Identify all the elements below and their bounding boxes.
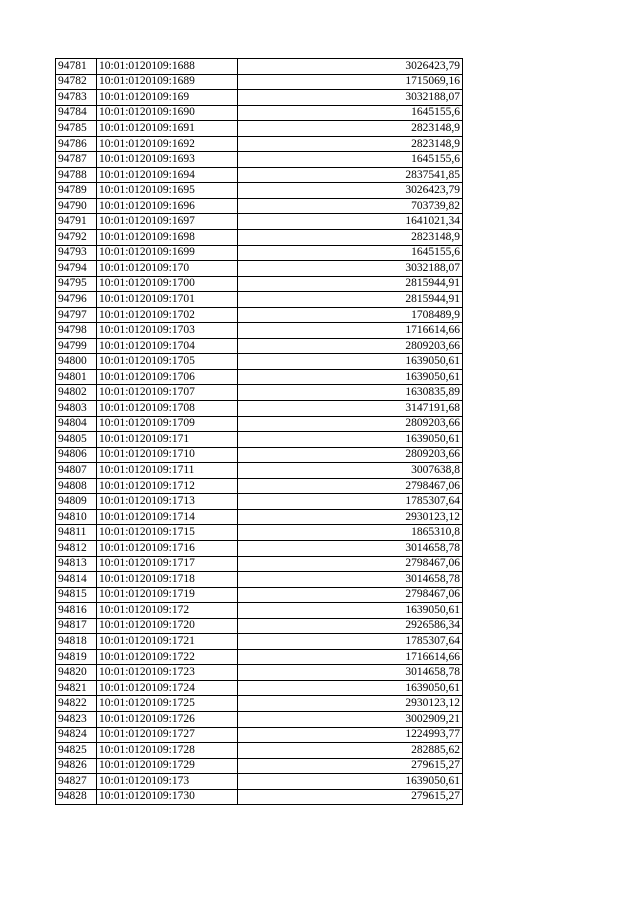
table-row xyxy=(56,572,463,588)
table-row xyxy=(56,758,463,774)
cadastral-code-cell: 10:01:0120109:1720 xyxy=(97,618,238,634)
row-id-cell: 94782 xyxy=(56,74,97,90)
row-id-cell: 94795 xyxy=(56,276,97,292)
row-id-cell: 94823 xyxy=(56,711,97,727)
row-id-cell: 94811 xyxy=(56,525,97,541)
table-body xyxy=(56,59,463,805)
row-id-cell: 94814 xyxy=(56,572,97,588)
table-row xyxy=(56,214,463,230)
row-id-cell: 94818 xyxy=(56,634,97,650)
row-id-cell: 94792 xyxy=(56,230,97,246)
row-id-cell: 94805 xyxy=(56,432,97,448)
value-cell: 2823148,9 xyxy=(238,230,463,246)
value-cell: 2798467,06 xyxy=(238,556,463,572)
table-row xyxy=(56,525,463,541)
value-cell: 1639050,61 xyxy=(238,774,463,790)
cadastral-code-cell: 10:01:0120109:1710 xyxy=(97,447,238,463)
value-cell: 2815944,91 xyxy=(238,292,463,308)
cadastral-code-cell: 10:01:0120109:1691 xyxy=(97,121,238,137)
value-cell: 2823148,9 xyxy=(238,136,463,152)
value-cell: 3014658,78 xyxy=(238,540,463,556)
table-row xyxy=(56,198,463,214)
row-id-cell: 94813 xyxy=(56,556,97,572)
table-row xyxy=(56,649,463,665)
cadastral-code-cell: 10:01:0120109:1728 xyxy=(97,743,238,759)
value-cell: 1715069,16 xyxy=(238,74,463,90)
table-row xyxy=(56,385,463,401)
data-table xyxy=(55,58,463,805)
cadastral-code-cell: 10:01:0120109:1703 xyxy=(97,323,238,339)
table-row xyxy=(56,105,463,121)
row-id-cell: 94787 xyxy=(56,152,97,168)
cadastral-code-cell: 10:01:0120109:1697 xyxy=(97,214,238,230)
cadastral-code-cell: 10:01:0120109:1701 xyxy=(97,292,238,308)
table-row xyxy=(56,261,463,277)
cadastral-code-cell: 10:01:0120109:1715 xyxy=(97,525,238,541)
row-id-cell: 94785 xyxy=(56,121,97,137)
cadastral-code-cell: 10:01:0120109:1699 xyxy=(97,245,238,261)
cadastral-code-cell: 10:01:0120109:1706 xyxy=(97,369,238,385)
cadastral-code-cell: 10:01:0120109:170 xyxy=(97,261,238,277)
value-cell: 703739,82 xyxy=(238,198,463,214)
value-cell: 2809203,66 xyxy=(238,447,463,463)
row-id-cell: 94793 xyxy=(56,245,97,261)
table-row xyxy=(56,369,463,385)
value-cell: 3032188,07 xyxy=(238,90,463,106)
table-row xyxy=(56,183,463,199)
cadastral-code-cell: 10:01:0120109:1713 xyxy=(97,494,238,510)
table-row xyxy=(56,136,463,152)
value-cell: 3026423,79 xyxy=(238,59,463,75)
cadastral-code-cell: 10:01:0120109:1729 xyxy=(97,758,238,774)
row-id-cell: 94791 xyxy=(56,214,97,230)
row-id-cell: 94800 xyxy=(56,354,97,370)
row-id-cell: 94781 xyxy=(56,59,97,75)
value-cell: 1639050,61 xyxy=(238,680,463,696)
cadastral-code-cell: 10:01:0120109:1721 xyxy=(97,634,238,650)
cadastral-code-cell: 10:01:0120109:1708 xyxy=(97,401,238,417)
table-row xyxy=(56,447,463,463)
value-cell: 1639050,61 xyxy=(238,369,463,385)
value-cell: 3002909,21 xyxy=(238,711,463,727)
row-id-cell: 94794 xyxy=(56,261,97,277)
cadastral-code-cell: 10:01:0120109:169 xyxy=(97,90,238,106)
table-row xyxy=(56,245,463,261)
value-cell: 3026423,79 xyxy=(238,183,463,199)
cadastral-code-cell: 10:01:0120109:1725 xyxy=(97,696,238,712)
table-row xyxy=(56,167,463,183)
value-cell: 1639050,61 xyxy=(238,354,463,370)
cadastral-code-cell: 10:01:0120109:1714 xyxy=(97,509,238,525)
row-id-cell: 94796 xyxy=(56,292,97,308)
cadastral-code-cell: 10:01:0120109:1727 xyxy=(97,727,238,743)
row-id-cell: 94825 xyxy=(56,743,97,759)
row-id-cell: 94821 xyxy=(56,680,97,696)
cadastral-code-cell: 10:01:0120109:1693 xyxy=(97,152,238,168)
cadastral-code-cell: 10:01:0120109:1692 xyxy=(97,136,238,152)
value-cell: 279615,27 xyxy=(238,758,463,774)
row-id-cell: 94817 xyxy=(56,618,97,634)
value-cell: 2930123,12 xyxy=(238,696,463,712)
table-row xyxy=(56,540,463,556)
row-id-cell: 94812 xyxy=(56,540,97,556)
table-row xyxy=(56,323,463,339)
cadastral-code-cell: 10:01:0120109:1711 xyxy=(97,463,238,479)
row-id-cell: 94786 xyxy=(56,136,97,152)
row-id-cell: 94807 xyxy=(56,463,97,479)
table-row xyxy=(56,743,463,759)
cadastral-code-cell: 10:01:0120109:1717 xyxy=(97,556,238,572)
value-cell: 3147191,68 xyxy=(238,401,463,417)
value-cell: 1785307,64 xyxy=(238,494,463,510)
row-id-cell: 94788 xyxy=(56,167,97,183)
value-cell: 1224993,77 xyxy=(238,727,463,743)
table-row xyxy=(56,634,463,650)
value-cell: 1639050,61 xyxy=(238,603,463,619)
row-id-cell: 94797 xyxy=(56,307,97,323)
row-id-cell: 94816 xyxy=(56,603,97,619)
cadastral-code-cell: 10:01:0120109:1730 xyxy=(97,789,238,805)
row-id-cell: 94826 xyxy=(56,758,97,774)
table-row xyxy=(56,603,463,619)
value-cell: 1865310,8 xyxy=(238,525,463,541)
table-row xyxy=(56,680,463,696)
value-cell: 279615,27 xyxy=(238,789,463,805)
table-row xyxy=(56,416,463,432)
value-cell: 1716614,66 xyxy=(238,323,463,339)
table-row xyxy=(56,230,463,246)
value-cell: 2926586,34 xyxy=(238,618,463,634)
cadastral-code-cell: 10:01:0120109:1707 xyxy=(97,385,238,401)
table-row xyxy=(56,338,463,354)
value-cell: 3007638,8 xyxy=(238,463,463,479)
table-row xyxy=(56,354,463,370)
cadastral-code-cell: 10:01:0120109:1712 xyxy=(97,478,238,494)
table-row xyxy=(56,121,463,137)
row-id-cell: 94819 xyxy=(56,649,97,665)
table-row xyxy=(56,401,463,417)
row-id-cell: 94789 xyxy=(56,183,97,199)
row-id-cell: 94804 xyxy=(56,416,97,432)
cadastral-code-cell: 10:01:0120109:1704 xyxy=(97,338,238,354)
table-row xyxy=(56,789,463,805)
row-id-cell: 94784 xyxy=(56,105,97,121)
value-cell: 282885,62 xyxy=(238,743,463,759)
cadastral-code-cell: 10:01:0120109:1689 xyxy=(97,74,238,90)
value-cell: 1785307,64 xyxy=(238,634,463,650)
cadastral-code-cell: 10:01:0120109:1705 xyxy=(97,354,238,370)
cadastral-code-cell: 10:01:0120109:1690 xyxy=(97,105,238,121)
value-cell: 2798467,06 xyxy=(238,478,463,494)
value-cell: 1639050,61 xyxy=(238,432,463,448)
cadastral-code-cell: 10:01:0120109:1726 xyxy=(97,711,238,727)
cadastral-code-cell: 10:01:0120109:1694 xyxy=(97,167,238,183)
table-row xyxy=(56,432,463,448)
table-row xyxy=(56,276,463,292)
table-row xyxy=(56,727,463,743)
row-id-cell: 94803 xyxy=(56,401,97,417)
table-row xyxy=(56,665,463,681)
value-cell: 3014658,78 xyxy=(238,665,463,681)
value-cell: 2930123,12 xyxy=(238,509,463,525)
row-id-cell: 94827 xyxy=(56,774,97,790)
row-id-cell: 94824 xyxy=(56,727,97,743)
table-row xyxy=(56,152,463,168)
cadastral-code-cell: 10:01:0120109:1698 xyxy=(97,230,238,246)
table-row xyxy=(56,478,463,494)
table-row xyxy=(56,774,463,790)
value-cell: 1641021,34 xyxy=(238,214,463,230)
cadastral-code-cell: 10:01:0120109:1695 xyxy=(97,183,238,199)
cadastral-code-cell: 10:01:0120109:1696 xyxy=(97,198,238,214)
row-id-cell: 94799 xyxy=(56,338,97,354)
cadastral-code-cell: 10:01:0120109:1700 xyxy=(97,276,238,292)
table-row xyxy=(56,711,463,727)
cadastral-code-cell: 10:01:0120109:1724 xyxy=(97,680,238,696)
row-id-cell: 94806 xyxy=(56,447,97,463)
row-id-cell: 94802 xyxy=(56,385,97,401)
cadastral-code-cell: 10:01:0120109:173 xyxy=(97,774,238,790)
row-id-cell: 94790 xyxy=(56,198,97,214)
value-cell: 2837541,85 xyxy=(238,167,463,183)
value-cell: 2798467,06 xyxy=(238,587,463,603)
row-id-cell: 94809 xyxy=(56,494,97,510)
value-cell: 1630835,89 xyxy=(238,385,463,401)
value-cell: 2823148,9 xyxy=(238,121,463,137)
cadastral-code-cell: 10:01:0120109:1723 xyxy=(97,665,238,681)
value-cell: 1645155,6 xyxy=(238,152,463,168)
value-cell: 2809203,66 xyxy=(238,416,463,432)
table-row xyxy=(56,556,463,572)
value-cell: 1645155,6 xyxy=(238,105,463,121)
cadastral-code-cell: 10:01:0120109:1722 xyxy=(97,649,238,665)
row-id-cell: 94801 xyxy=(56,369,97,385)
cadastral-code-cell: 10:01:0120109:1716 xyxy=(97,540,238,556)
cadastral-code-cell: 10:01:0120109:1718 xyxy=(97,572,238,588)
value-cell: 3032188,07 xyxy=(238,261,463,277)
value-cell: 1708489,9 xyxy=(238,307,463,323)
table-row xyxy=(56,587,463,603)
cadastral-code-cell: 10:01:0120109:172 xyxy=(97,603,238,619)
table-row xyxy=(56,509,463,525)
table-row xyxy=(56,696,463,712)
table-row xyxy=(56,307,463,323)
value-cell: 1716614,66 xyxy=(238,649,463,665)
row-id-cell: 94820 xyxy=(56,665,97,681)
table-row xyxy=(56,494,463,510)
cadastral-code-cell: 10:01:0120109:1702 xyxy=(97,307,238,323)
table-row xyxy=(56,59,463,75)
table-row xyxy=(56,90,463,106)
row-id-cell: 94783 xyxy=(56,90,97,106)
row-id-cell: 94822 xyxy=(56,696,97,712)
cadastral-code-cell: 10:01:0120109:1709 xyxy=(97,416,238,432)
row-id-cell: 94815 xyxy=(56,587,97,603)
table-row xyxy=(56,292,463,308)
table-row xyxy=(56,463,463,479)
value-cell: 2815944,91 xyxy=(238,276,463,292)
row-id-cell: 94810 xyxy=(56,509,97,525)
cadastral-code-cell: 10:01:0120109:1719 xyxy=(97,587,238,603)
row-id-cell: 94808 xyxy=(56,478,97,494)
value-cell: 2809203,66 xyxy=(238,338,463,354)
value-cell: 1645155,6 xyxy=(238,245,463,261)
value-cell: 3014658,78 xyxy=(238,572,463,588)
cadastral-code-cell: 10:01:0120109:171 xyxy=(97,432,238,448)
table-row xyxy=(56,74,463,90)
table-row xyxy=(56,618,463,634)
row-id-cell: 94798 xyxy=(56,323,97,339)
row-id-cell: 94828 xyxy=(56,789,97,805)
cadastral-code-cell: 10:01:0120109:1688 xyxy=(97,59,238,75)
